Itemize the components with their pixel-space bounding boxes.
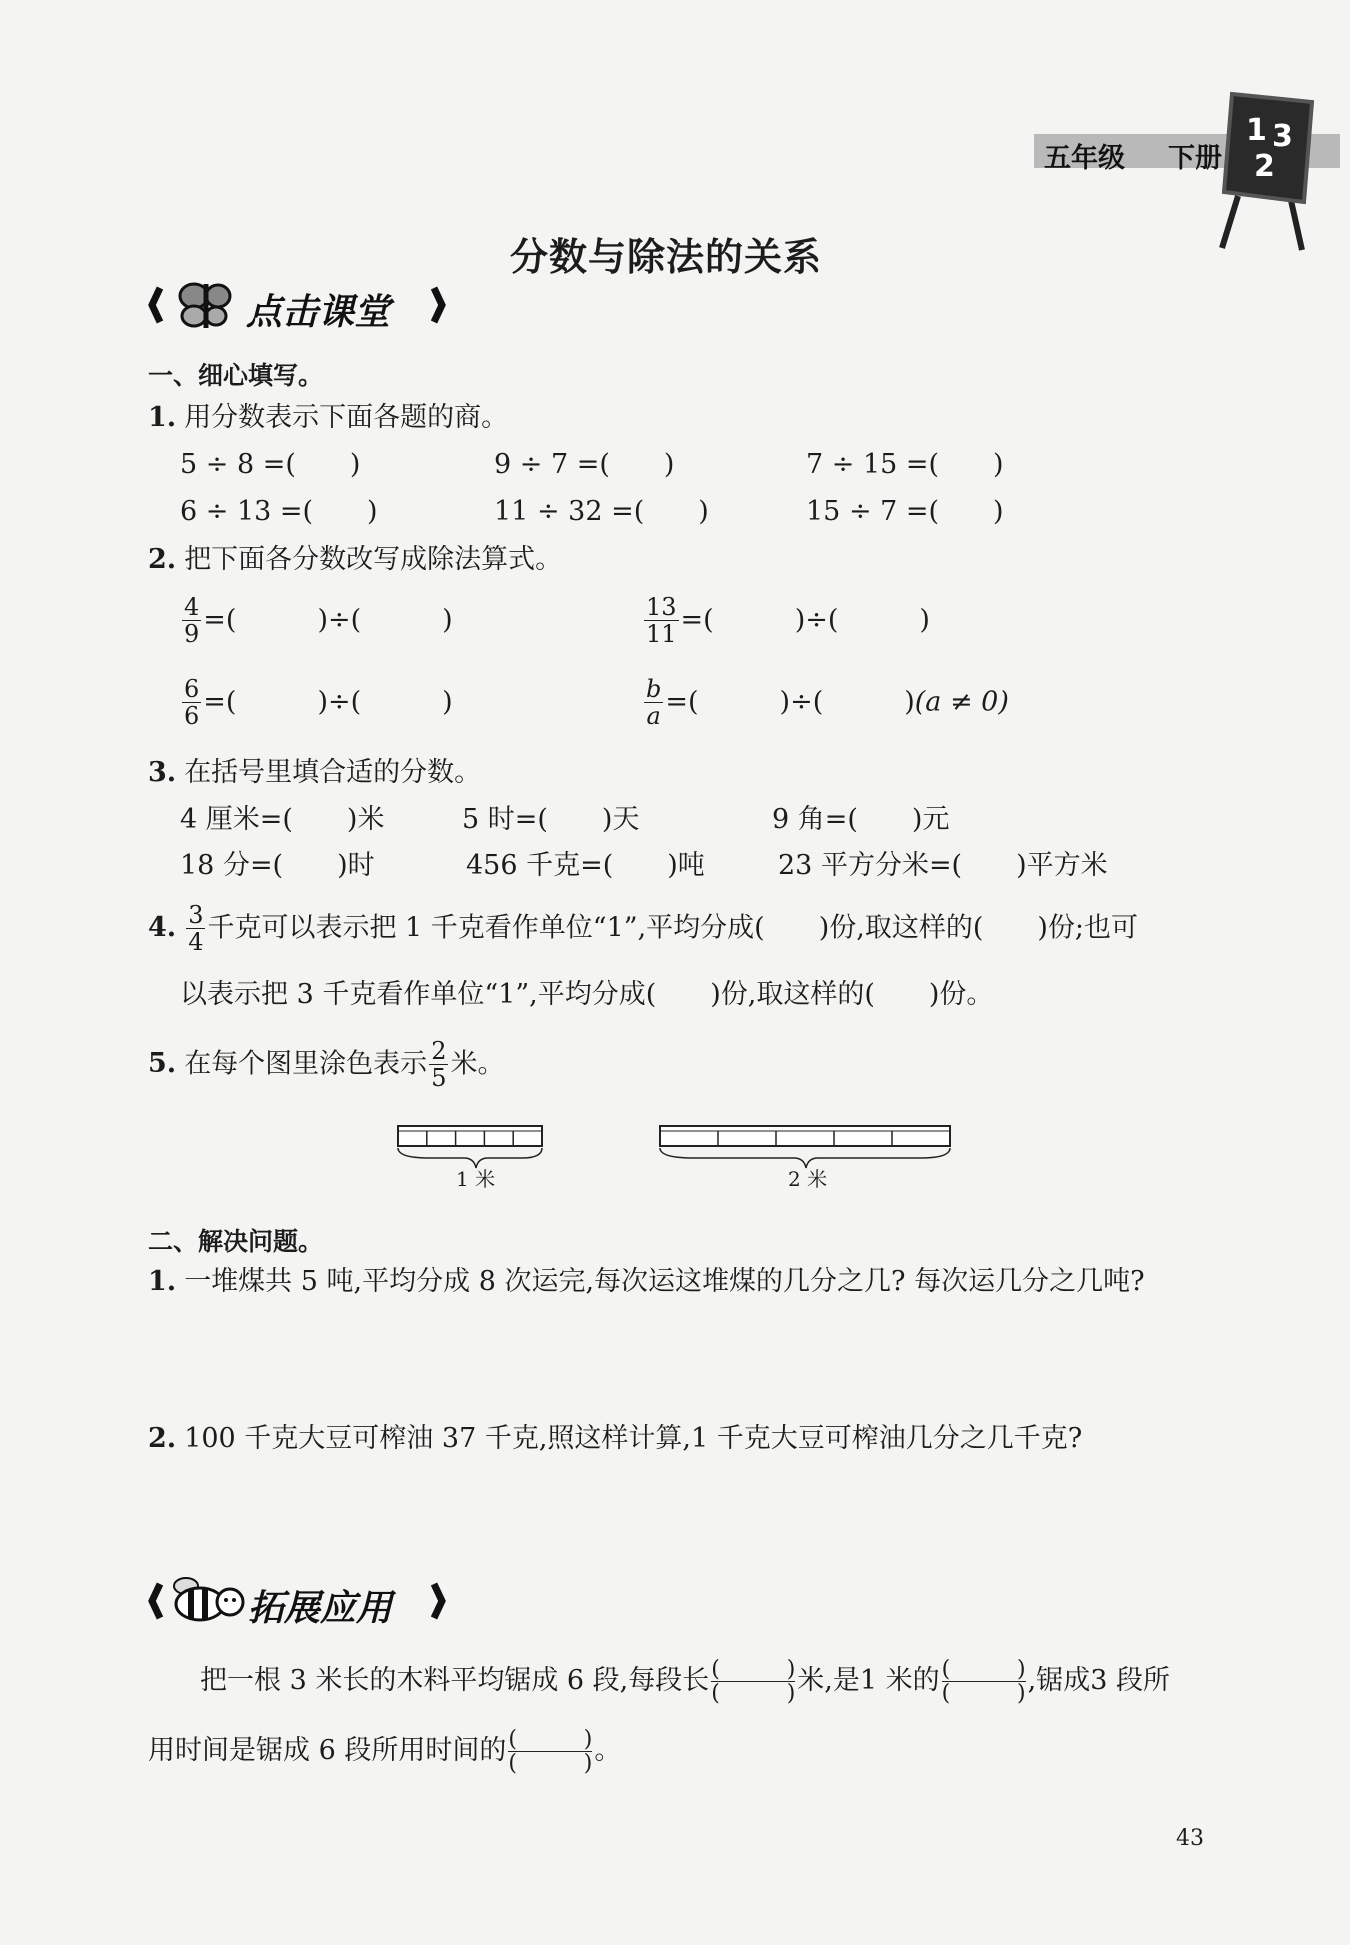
fraction: $\frac{2}{5}$ (431, 1037, 447, 1093)
q1-item[interactable]: 15 ÷ 7 =( ) (806, 496, 1004, 527)
question-number: 2. (148, 1423, 177, 1454)
page-title: 分数与除法的关系 (510, 235, 823, 279)
bar-2m-label: 2 米 (788, 1167, 828, 1191)
q3-item[interactable]: 23 平方分米=( )平方米 (778, 850, 1108, 881)
q3-item[interactable]: 18 分=( )时 (180, 850, 375, 881)
part2-heading: 二、解决问题。 (148, 1227, 324, 1256)
q3-item[interactable]: 4 厘米=( )米 (180, 804, 385, 835)
grade-label: 五年级 (1044, 143, 1125, 174)
q1-item[interactable]: 11 ÷ 32 =( ) (494, 496, 709, 527)
q2-item[interactable]: $\frac{b}{a}$ =( )÷( )(a ≠ 0) (646, 675, 1009, 731)
question-number: 1. (148, 402, 177, 433)
fraction: $\frac{6}{6}$ (184, 675, 200, 731)
page-number: 43 (1176, 1826, 1204, 1851)
q1-item[interactable]: 5 ÷ 8 =( ) (180, 449, 361, 480)
question-text: 100 千克大豆可榨油 37 千克,照这样计算,1 千克大豆可榨油几分之几千克? (184, 1423, 1083, 1454)
q1-item[interactable]: 7 ÷ 15 =( ) (806, 449, 1004, 480)
q3-item[interactable]: 456 千克=( )吨 (466, 850, 705, 881)
question-text: 用分数表示下面各题的商。 (184, 402, 509, 433)
q3-item[interactable]: 9 角=( )元 (772, 804, 950, 835)
bar-outline (398, 1126, 542, 1146)
q2-item[interactable]: $\frac{4}{9}$ =( )÷( ) (184, 593, 453, 649)
question-number: 5. (148, 1048, 177, 1080)
q2-item[interactable]: $\frac{6}{6}$ =( )÷( ) (184, 675, 453, 731)
fraction: $\frac{3}{4}$ (188, 901, 204, 957)
condition-text: (a ≠ 0) (914, 686, 1009, 718)
section-title-extend: 拓展应用 (248, 1588, 393, 1629)
question-5: 5. 在每个图里涂色表示 $\frac{2}{5}$ 米。 (148, 1037, 505, 1093)
part1-heading: 一、细心填写。 (148, 361, 324, 390)
question-text: 一堆煤共 5 吨,平均分成 8 次运完,每次运这堆煤的几分之几? 每次运几分之几吨? (184, 1266, 1145, 1297)
question-4 (148, 902, 1138, 956)
question-4-line2[interactable]: 以表示把 3 千克看作单位“1”,平均分成( )份,取这样的( )份。 (180, 979, 994, 1010)
answer-blank[interactable]: ( ) ( ) (941, 1657, 1026, 1707)
board-digit: 2 (1254, 149, 1275, 184)
q2-item[interactable]: $\frac{13}{11}$ =( )÷( ) (646, 593, 930, 649)
bar-outline (660, 1126, 950, 1146)
answer-blank[interactable]: ( ) ( ) (711, 1657, 796, 1707)
board-digit: 1 (1246, 113, 1267, 148)
question-number: 1. (148, 1266, 177, 1297)
fraction: $\frac{13}{11}$ (646, 593, 677, 649)
q1-item[interactable]: 6 ÷ 13 =( ) (180, 496, 378, 527)
blackboard-icon (1212, 88, 1322, 258)
extend-problem-line1: 把一根 3 米长的木料平均锯成 6 段,每段长 ( ) ( ) 米,是1 米的 ( ) ( ) ,锯成3 段所 (200, 1657, 1170, 1707)
section-title-click-class: 点击课堂 (246, 292, 391, 333)
question-number: 3. (148, 757, 177, 788)
question-1 (148, 404, 508, 431)
problem-1 (148, 1268, 1145, 1295)
q3-item[interactable]: 5 时=( )天 (462, 804, 640, 835)
bee-icon (174, 1578, 243, 1620)
volume-label: 下册 (1168, 143, 1222, 174)
question-number: 4. (148, 912, 177, 944)
fraction: $\frac{4}{9}$ (184, 593, 200, 649)
question-number: 2. (148, 544, 177, 575)
question-text[interactable]: 千克可以表示把 1 千克看作单位“1”,平均分成( )份,取这样的( )份;也可 (207, 912, 1138, 944)
extend-problem-line2: 用时间是锯成 6 段所用时间的 ( ) ( ) 。 (148, 1727, 622, 1777)
question-3 (148, 759, 481, 786)
question-text: 在括号里填合适的分数。 (184, 757, 482, 788)
problem-2 (148, 1425, 1082, 1452)
fraction: $\frac{b}{a}$ (646, 675, 662, 731)
q1-item[interactable]: 9 ÷ 7 =( ) (494, 449, 675, 480)
bar-1m-label: 1 米 (456, 1167, 496, 1191)
question-text: 在每个图里涂色表示 (184, 1048, 428, 1080)
question-2 (148, 546, 562, 573)
answer-blank[interactable]: ( ) ( ) (508, 1727, 593, 1777)
board-digit: 3 (1272, 119, 1293, 154)
question-text: 把下面各分数改写成除法算式。 (184, 544, 563, 575)
butterfly-icon (180, 284, 230, 328)
